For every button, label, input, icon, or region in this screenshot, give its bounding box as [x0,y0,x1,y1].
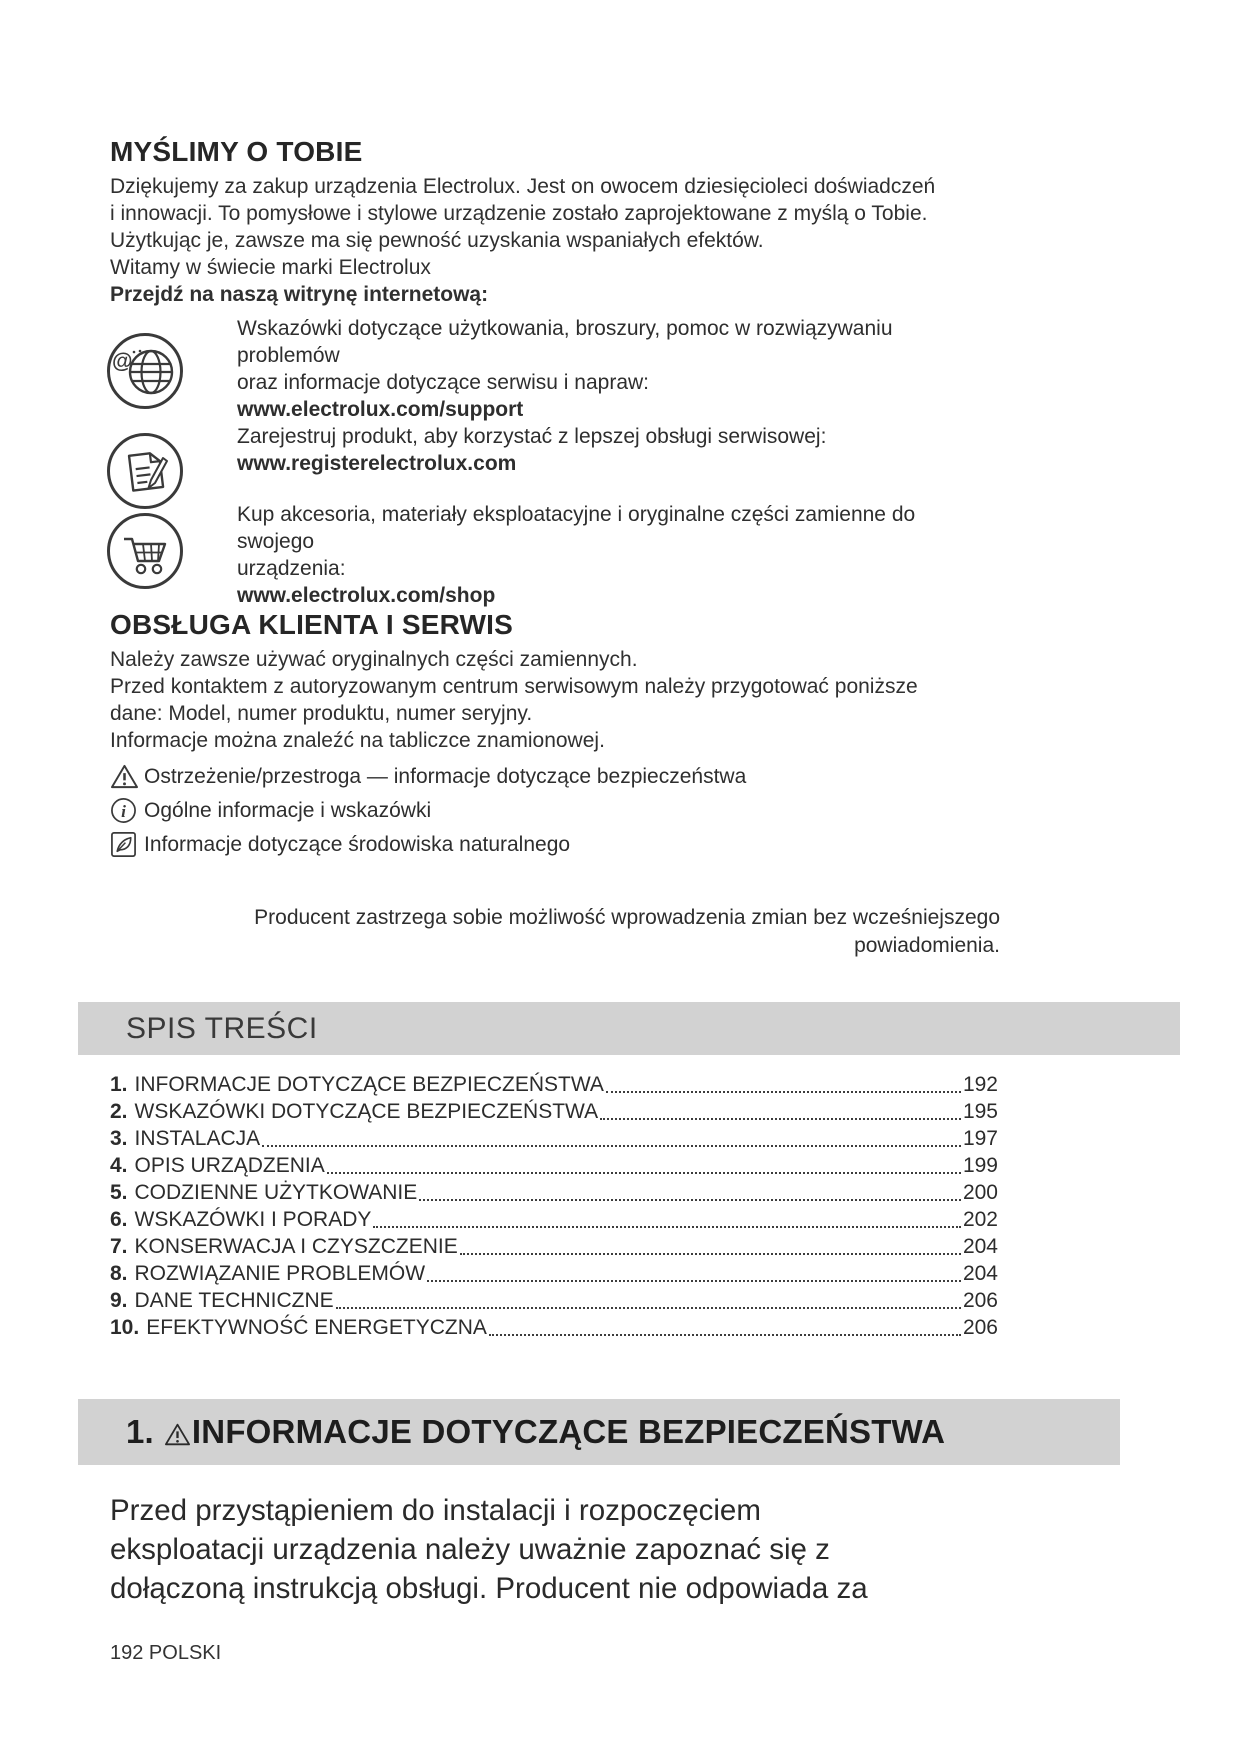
resource-register [110,423,995,485]
resource-support-text [237,313,995,423]
toc-entry[interactable]: 2. WSKAZÓWKI DOTYCZĄCE BEZPIECZEŃSTWA 195 [110,1100,998,1123]
shopping-cart-icon [105,511,185,591]
resource-text-line: Wskazówki dotyczące użytkowania, broszury, pomoc w rozwiązywaniu problemów [237,317,893,367]
intro-line: i innowacji. To pomysłowe i stylowe urządzenie zostało zaprojektowane z myślą o Tobie. [110,202,928,225]
dot-leader [460,1253,961,1255]
globe-at-icon [105,331,185,411]
toc-entry[interactable]: 6. WSKAZÓWKI I PORADY 202 [110,1208,998,1231]
toc-header-bar [78,1002,1180,1055]
toc-title: SPIS TREŚCI [126,1011,318,1045]
resource-support [110,313,995,423]
toc-entry[interactable]: 1. INFORMACJE DOTYCZĄCE BEZPIECZEŃSTWA 192 [110,1073,998,1096]
resource-text-line: oraz informacje dotyczące serwisu i napraw: [237,371,650,394]
toc-entry[interactable]: 7. KONSERWACJA I CZYSZCZENIE 204 [110,1235,998,1258]
lead-line: eksploatacji urządzenia należy uważnie zapoznać się z [110,1533,830,1566]
legend-text: Ogólne informacje i wskazówki [144,799,432,822]
support-url-link[interactable]: www.electrolux.com/support [237,398,524,421]
lead-line: Przed przystąpieniem do instalacji i rozpoczęciem [110,1494,761,1527]
section1-number: 1. [126,1413,154,1450]
register-document-icon [105,431,185,511]
think-section-title: MYŚLIMY O TOBIE [110,136,363,167]
intro-line: Użytkując je, zawsze ma się pewność uzyskania wspaniałych efektów. [110,229,764,252]
legend-info [110,797,995,824]
dot-leader [262,1145,961,1147]
resource-text-line: Kup akcesoria, materiały eksploatacyjne i oryginalne części zamienne do swojego [237,503,916,553]
svg-text:i: i [121,801,126,821]
web-resources [110,313,995,609]
toc-entry[interactable]: 4. OPIS URZĄDZENIA 199 [110,1154,998,1177]
toc-entry[interactable]: 9. DANE TECHNICZNE 206 [110,1289,998,1312]
toc-entry[interactable]: 8. ROZWIĄZANIE PROBLEMÓW 204 [110,1262,998,1285]
dot-leader [427,1280,961,1282]
lead-line: dołączoną instrukcją obsługi. Producent nie odpowiada za [110,1572,868,1605]
warning-triangle-icon [164,1422,191,1447]
eco-leaf-icon [110,831,144,858]
toc-entry[interactable]: 5. CODZIENNE UŻYTKOWANIE 200 [110,1181,998,1204]
legend-warning [110,763,995,790]
service-line: Informacje można znaleźć na tabliczce znamionowej. [110,729,605,752]
manufacturer-disclaimer [110,904,1000,960]
warning-triangle-icon [110,763,144,790]
resource-shop-text [237,501,995,609]
legend-text: Informacje dotyczące środowiska naturalnego [144,833,571,856]
dot-leader [600,1118,961,1120]
resource-text-line: Zarejestruj produkt, aby korzystać z lepszej obsługi serwisowej: [237,425,827,448]
disclaimer-line: powiadomienia. [854,934,1000,957]
svg-text:@: @ [112,350,133,373]
table-of-contents [110,1071,998,1341]
toc-entry[interactable]: 10. EFEKTYWNOŚĆ ENERGETYCZNA 206 [110,1316,998,1339]
toc-entry[interactable]: 3. INSTALACJA 197 [110,1127,998,1150]
disclaimer-line: Producent zastrzega sobie możliwość wprowadzenia zmian bez wcześniejszego [254,906,1000,929]
welcome-line: Witamy w świecie marki Electrolux [110,256,431,279]
legend-eco [110,831,995,858]
dot-leader [373,1226,961,1228]
section1-title: INFORMACJE DOTYCZĄCE BEZPIECZEŃSTWA [191,1413,946,1450]
service-line: Przed kontaktem z autoryzowanym centrum serwisowym należy przygotować poniższe [110,675,918,698]
legend-text: Ostrzeżenie/przestroga — informacje dotyczące bezpieczeństwa [144,765,747,788]
intro-paragraph [110,173,995,308]
section1-header-bar [78,1399,1120,1465]
service-paragraph [110,646,995,754]
dot-leader [327,1172,961,1174]
info-circle-icon [110,797,144,824]
dot-leader [606,1091,961,1093]
symbol-legend [110,763,995,858]
resource-shop [110,501,995,609]
section1-lead-paragraph [110,1491,1090,1608]
service-line: Należy zawsze używać oryginalnych części zamiennych. [110,648,638,671]
dot-leader [489,1334,961,1336]
resource-text-line: urządzenia: [237,557,346,580]
dot-leader [419,1199,961,1201]
visit-website-label: Przejdź na naszą witrynę internetową: [110,283,489,306]
service-line: dane: Model, numer produktu, numer seryjny. [110,702,533,725]
service-section-title: OBSŁUGA KLIENTA I SERWIS [110,609,514,640]
intro-line: Dziękujemy za zakup urządzenia Electrolux. Jest on owocem dziesięcioleci doświadczeń [110,175,936,198]
resource-register-text [237,423,826,477]
page-footer: 192 POLSKI [110,1642,222,1664]
shop-url-link[interactable]: www.electrolux.com/shop [237,584,496,607]
register-url-link[interactable]: www.registerelectrolux.com [237,452,517,475]
dot-leader [336,1307,961,1309]
